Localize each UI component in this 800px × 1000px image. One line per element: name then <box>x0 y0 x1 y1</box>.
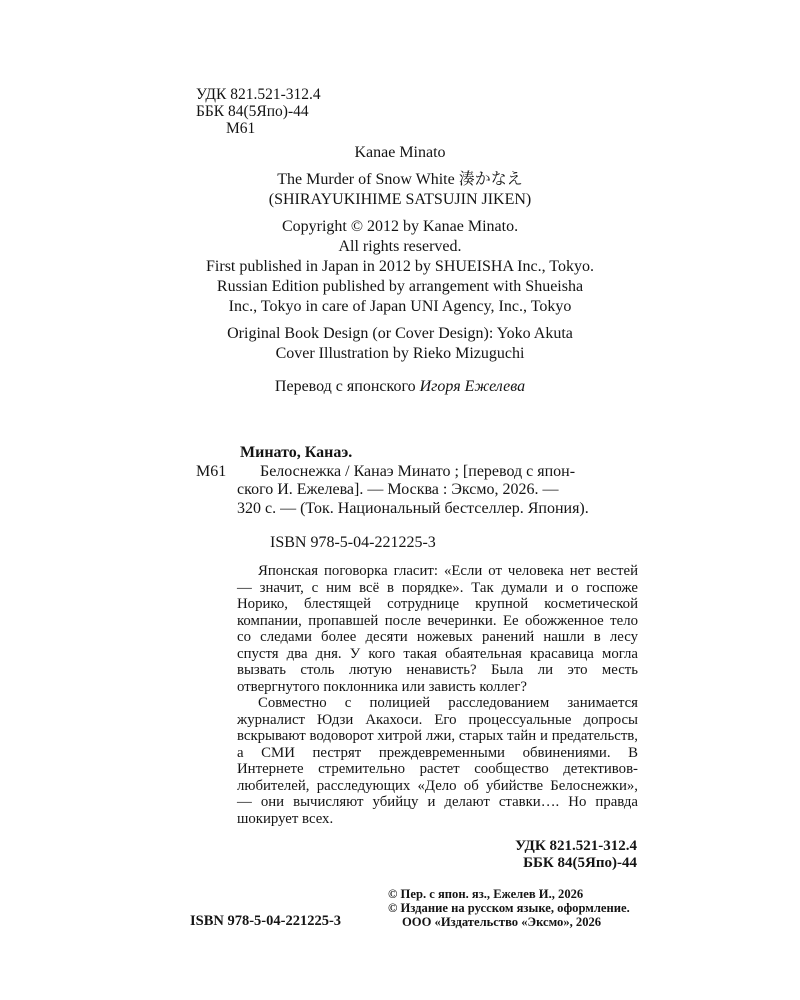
original-title: The Murder of Snow White 湊かなえ <box>277 171 523 188</box>
title-transliteration: (SHIRAYUKIHIME SATSUJIN JIKEN) <box>268 191 532 208</box>
design-credit: Original Book Design (or Cover Design): Yoko Akuta <box>227 325 573 342</box>
annotation-paragraph-1: Японская поговорка гласит: «Если от человека нет вестей — значит, с ним всё в порядке». Так думали и о госпоже Норико, блестящей сотруднице крупной косметической компании, пропавшей после вечеринки. Ее обожженное тело со следами более десяти ножевых ранений нашли в лесу спустя два дня. У кого такая обаятельная красавица могла вызвать столь лютую ненависть? Была ли это месть отвергнутого поклонника или зависть коллег? <box>237 563 638 695</box>
annotation-block <box>237 563 638 827</box>
annotation-paragraph-2: Совместно с полицией расследованием занимается журналист Юдзи Акахоси. Его процессуальные допросы вскрывают водоворот хитрой лжи, старых тайн и предательств, а СМИ пестрят преждевременными обвинениями. В Интернете стремительно растет сообщество детективов-любителей, расследующих «Дело об убийстве Белоснежки», — они вычисляют убийцу и делают ставки…. Но правда шокирует всех. <box>237 695 638 827</box>
catalog-entry-line-1: Белоснежка / Канаэ Минато ; [перевод с япон- <box>260 462 576 480</box>
catalog-entry-text <box>237 463 648 519</box>
catalog-entry-sign: М61 <box>196 463 227 480</box>
imprint-block <box>0 143 800 397</box>
translation-prefix: Перевод с японского <box>274 378 416 395</box>
catalog-entry-line-3: 320 с. — (Ток. Национальный бестселлер. Япония). <box>237 499 589 517</box>
translation-credit <box>0 377 800 397</box>
catalog-header <box>196 86 321 137</box>
catalog-entry-author: Минато, Канаэ. <box>240 444 353 461</box>
copyright-footer-line-3: ООО «Издательство «Эксмо», 2026 <box>402 915 602 929</box>
author-sign: М61 <box>226 120 256 137</box>
catalog-entry <box>196 444 648 518</box>
bbk-code-footer: ББК 84(5Япо)-44 <box>523 854 637 871</box>
russian-edition-line-1: Russian Edition published by arrangement with Shueisha <box>216 278 584 295</box>
isbn-top: ISBN 978-5-04-221225-3 <box>270 534 436 551</box>
classification-footer <box>515 838 637 871</box>
copyright-footer <box>388 887 630 929</box>
first-published-line: First published in Japan in 2012 by SHUEISHA Inc., Tokyo. <box>206 258 594 275</box>
translator-name: Игоря Ежелева <box>419 378 526 395</box>
bbk-code: ББК 84(5Япо)-44 <box>196 103 309 120</box>
udk-code-footer: УДК 821.521-312.4 <box>515 838 637 854</box>
catalog-entry-line-2: ского И. Ежелева]. — Москва : Эксмо, 2026. — <box>237 481 559 498</box>
original-author: Kanae Minato <box>354 144 446 161</box>
illustration-credit: Cover Illustration by Rieko Mizuguchi <box>275 345 525 362</box>
copyright-line-2: All rights reserved. <box>338 238 462 255</box>
copyright-footer-line-1: © Пер. с япон. яз., Ежелев И., 2026 <box>388 887 584 901</box>
copyright-line-1: Copyright © 2012 by Kanae Minato. <box>281 218 519 235</box>
copyright-footer-line-2: © Издание на русском языке, оформление. <box>388 901 630 915</box>
udk-code: УДК 821.521-312.4 <box>196 86 321 103</box>
isbn-bottom: ISBN 978-5-04-221225-3 <box>190 913 342 929</box>
russian-edition-line-2: Inc., Tokyo in care of Japan UNI Agency, Inc., Tokyo <box>228 298 572 315</box>
